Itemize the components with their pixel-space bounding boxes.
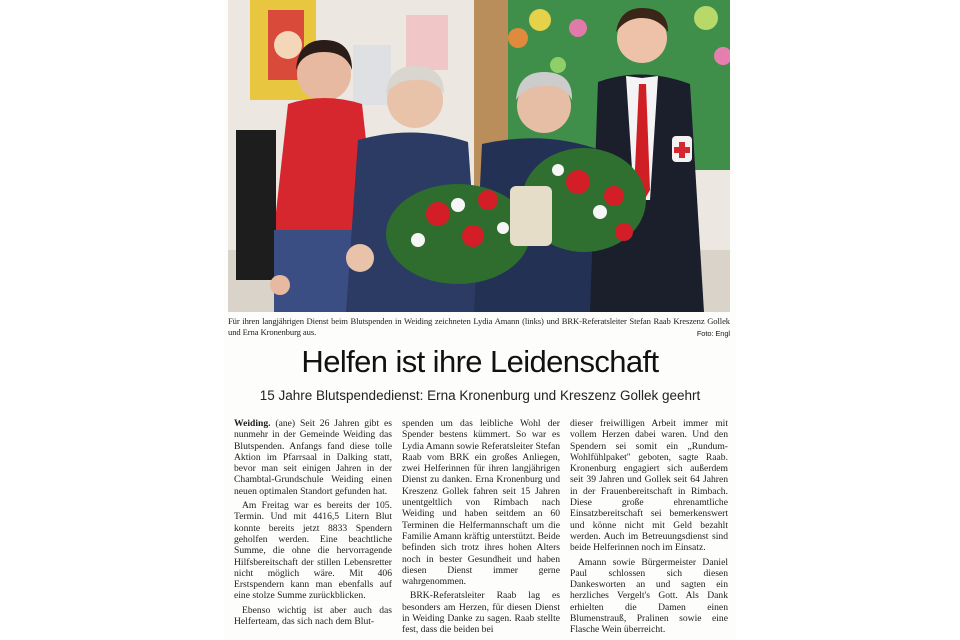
paragraph-text: (ane) Seit 26 Jahren gibt es nunmehr in der Gemeinde Weiding das Blutspenden. Anfangs fand diese tolle Aktion im Pfarrsaal in Dalking statt, bevor man seit einigen Jahren in der Chambtal-Grundschule Weiding einen neuen optimalen Standort gefunden hat. bbox=[234, 418, 392, 497]
paragraph: spenden um das leibliche Wohl der Spender bestens kümmert. So war es Lydia Amann sowie Referatsleiter Stefan Raab vom BRK ein großes Anliegen, zwei Helferinnen für ihren langjährigen Dienst zu danken. Erna Kronenburg und Kreszenz Gollek fahren seit 15 Jahren unentgeltlich von Rimbach nach Weiding und haben seitdem an 60 Terminen die Helfermannschaft um die Familie Amann kräftig unterstützt. Beide befinden sich trotz ihres hohen Alters noch in bester Gesundheit und haben diesen Dienst immer gerne wahrgenommen. bbox=[402, 418, 560, 588]
paragraph bbox=[234, 418, 392, 497]
article-column-1 bbox=[234, 418, 392, 640]
paragraph: Amann sowie Bürgermeister Daniel Paul schlossen sich diesen Dankesworten an und sagten ein herzliches Vergelt's Gott. Als Dank erhielten die Damen einen Blumenstrauß, Pralinen sowie eine Flasche Wein überreicht. bbox=[570, 556, 728, 636]
dateline-place: Weiding. bbox=[234, 418, 271, 429]
article-photo bbox=[228, 0, 730, 312]
paragraph: BRK-Referatsleiter Raab lag es besonders am Herzen, für diesen Dienst in Weiding Danke zu sagen. Raab stellte fest, dass die beiden bei bbox=[402, 590, 560, 636]
article-column-2 bbox=[402, 418, 560, 640]
paragraph: dieser freiwilligen Arbeit immer mit vollem Herzen dabei waren. Und den Spendern sei somit ein „Rundum-Wohlfühlpaket" geboten, sagte Raab. Kronenburg engagiert sich außerdem seit 39 Jahren und Gollek seit 64 Jahren in der Frauenbereitschaft in Rimbach. Diese große ehrenamtliche Einsatzbereitschaft sei bemerkenswert und könne nicht mit Geld bezahlt werden. Auch im Betreuungsdienst sind beide Helferinnen noch im Einsatz. bbox=[570, 418, 728, 554]
article-headline: Helfen ist ihre Leidenschaft bbox=[301, 344, 659, 379]
newspaper-clipping bbox=[224, 0, 736, 640]
group-photo-icon bbox=[228, 0, 730, 312]
photo-caption bbox=[228, 316, 730, 339]
caption-text: Für ihren langjährigen Dienst beim Blutspenden in Weiding zeichneten Lydia Amann (links) und BRK-Referatsleiter Stefan Raab Kreszenz Gollek und Erna Kronenburg aus. bbox=[228, 316, 730, 337]
article-body bbox=[234, 418, 730, 640]
paragraph: Ebenso wichtig ist aber auch das Helferteam, das sich nach dem Blut- bbox=[234, 604, 392, 628]
photo-credit: Foto: Engl bbox=[696, 329, 730, 338]
article-subheadline: 15 Jahre Blutspendedienst: Erna Kronenburg und Kreszenz Gollek geehrt bbox=[259, 388, 701, 403]
article-column-3 bbox=[570, 418, 728, 640]
paragraph: Am Freitag war es bereits der 105. Termin. Und mit 4416,5 Litern Blut konnte bereits jetzt 8833 Spendern geholfen werden. Eine beachtliche Summe, die ohne die hervorragende Hilfsbereitschaft der stillen Lebensretter nicht möglich wäre. Mit 406 Erstspendern kann man ebenfalls auf eine stolze Summe zurückblicken. bbox=[234, 500, 392, 602]
